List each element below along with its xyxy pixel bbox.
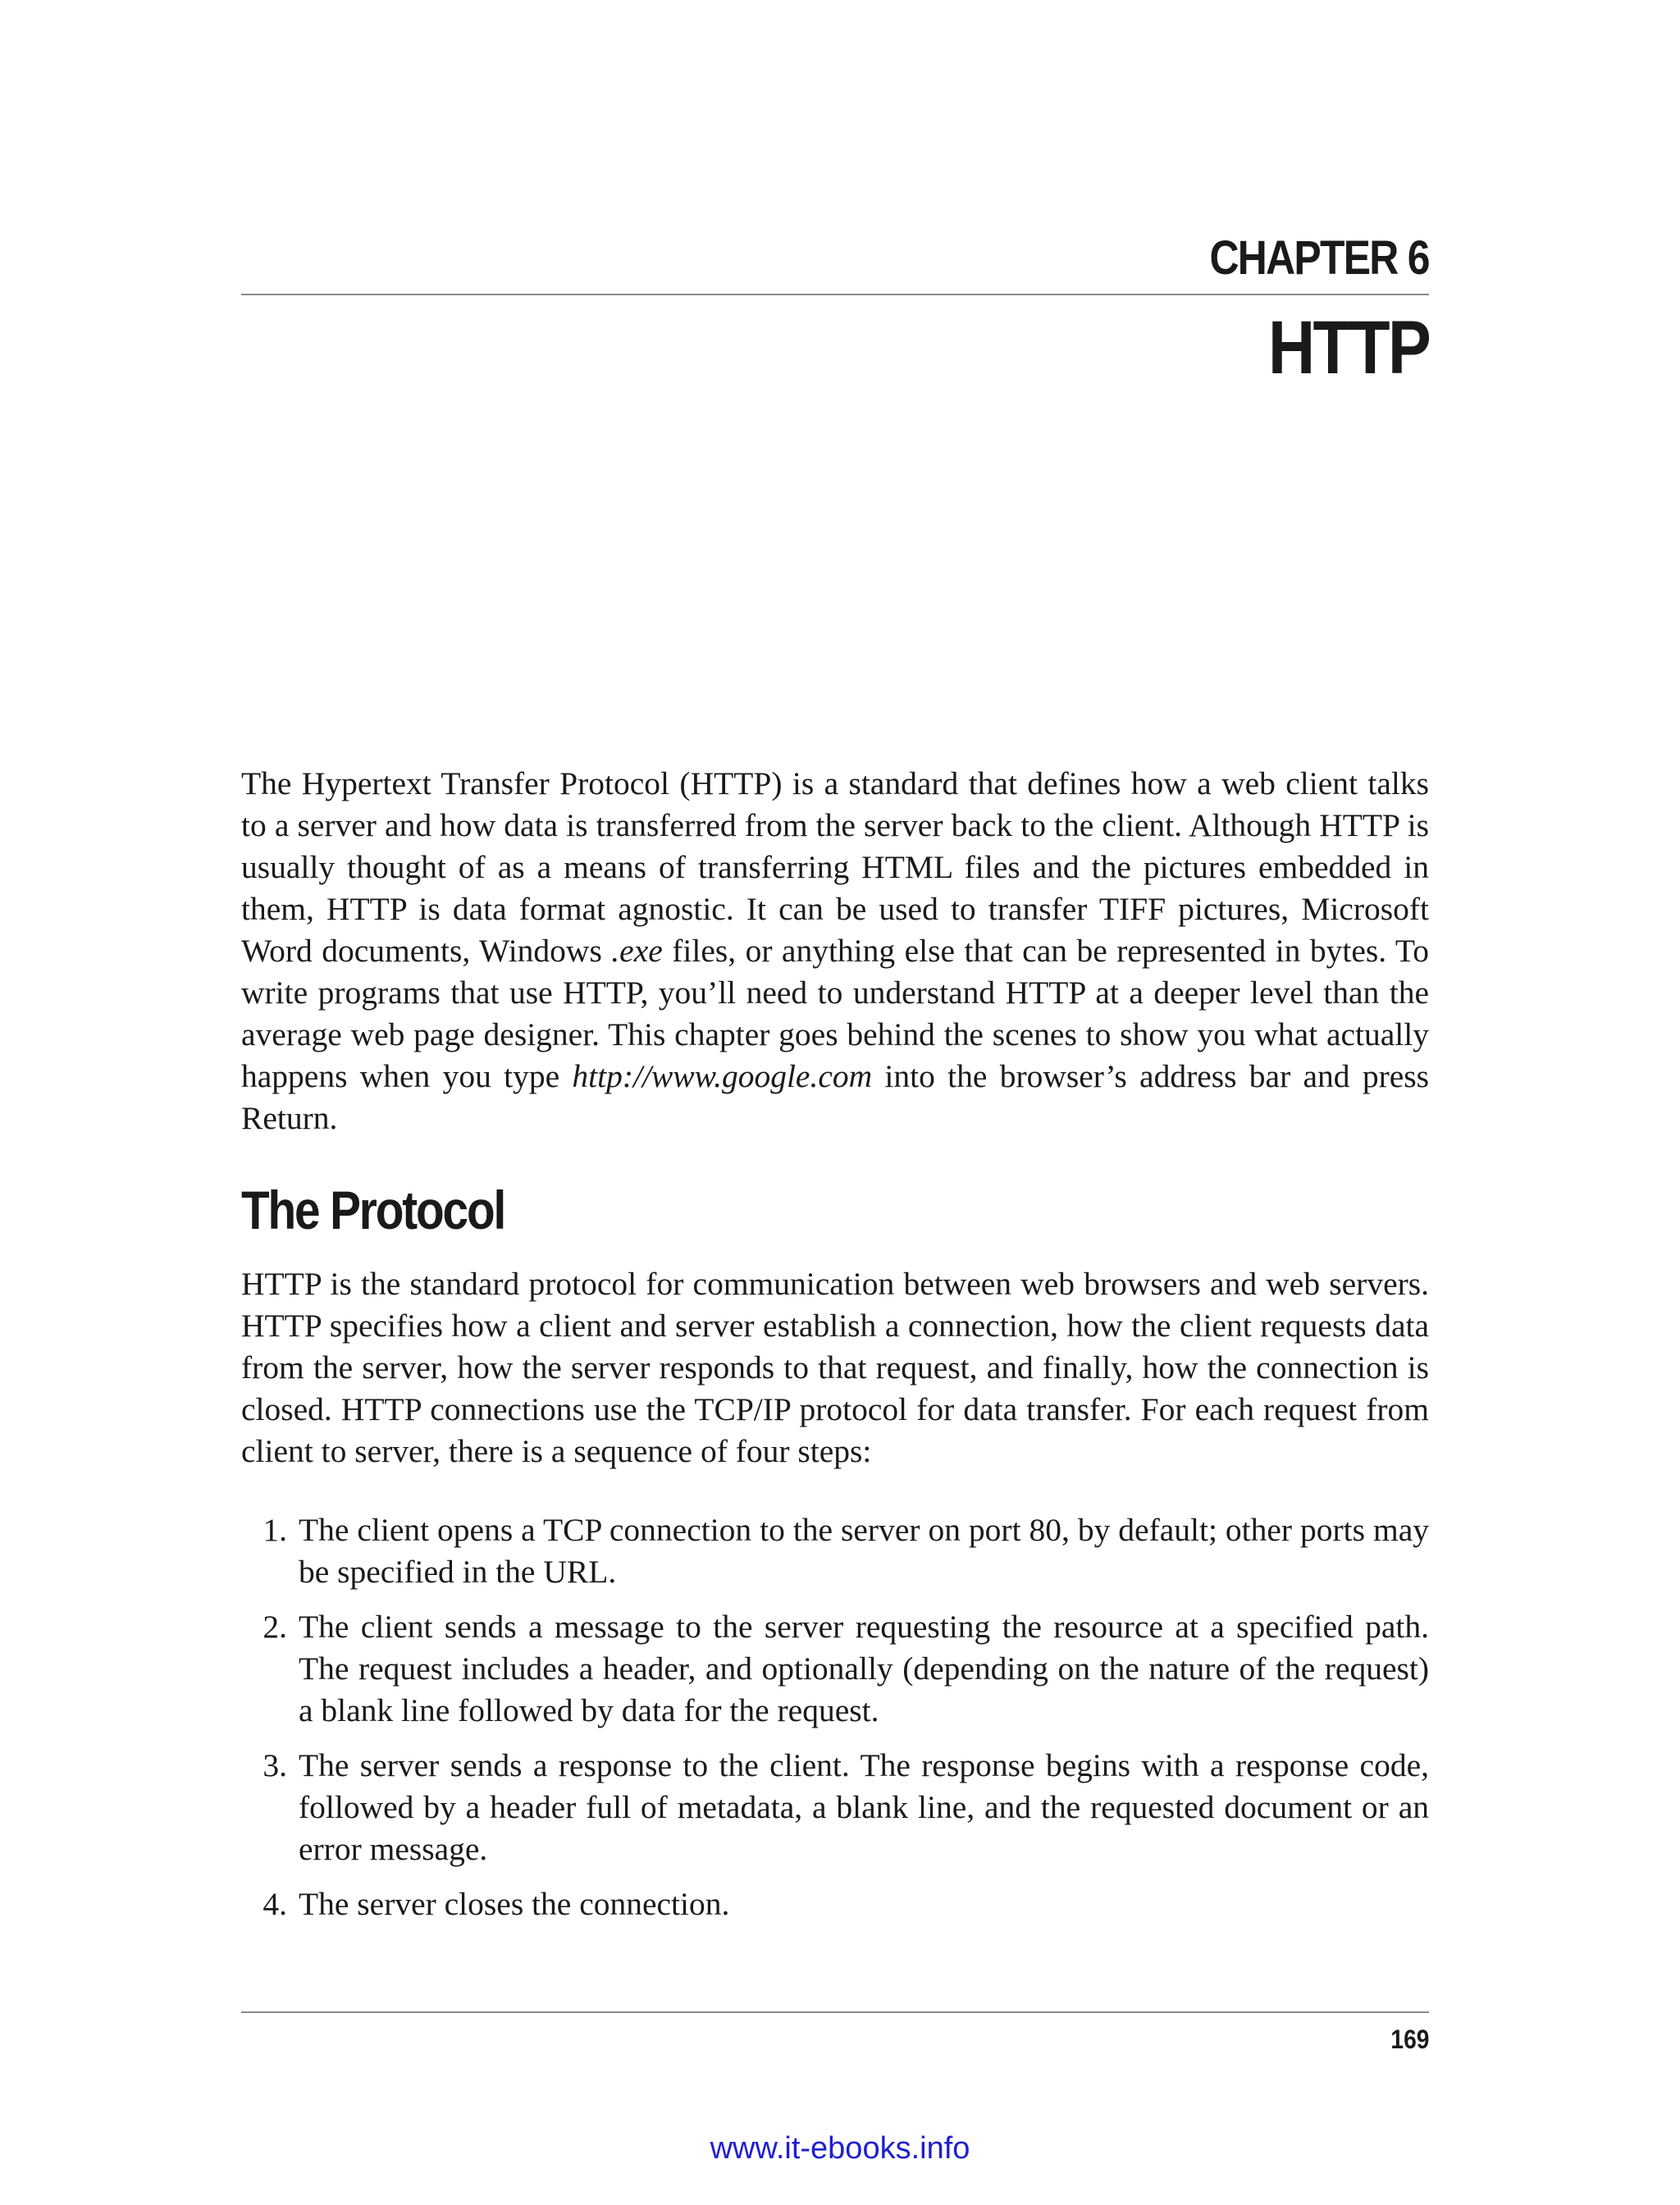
step-number: 3. [262, 1747, 287, 1783]
intro-text-3: into the browser’s address bar and press Return. [241, 1058, 1430, 1136]
list-item [241, 1509, 1429, 1593]
step-text: The server sends a response to the client. The response begins with a response code, followed by a header full of metadata, a blank line, and the requested document or an error message. [299, 1747, 1429, 1867]
page-number: 169 [1390, 2025, 1429, 2054]
intro-paragraph [241, 763, 1429, 1139]
google-url: http://www.google.com [572, 1058, 873, 1094]
steps-list [241, 1509, 1429, 1938]
step-number: 1. [262, 1512, 287, 1548]
list-item [241, 1745, 1429, 1870]
intro-text-1: The Hypertext Transfer Protocol (HTTP) is a standard that defines how a web client talks to a server and how data is transferred from the server back to the client. Although HTTP is usually thought of as a means of transferring HTML files and the pictures embedded in them, HTTP is data format agnostic. It can be used to transfer TIFF pictures, Microsoft Word documents, Windows [241, 765, 1429, 969]
exe-extension: .exe [611, 933, 663, 969]
chapter-label: CHAPTER 6 [1209, 231, 1429, 285]
list-item [241, 1883, 1429, 1925]
watermark-link[interactable]: www.it-ebooks.info [710, 2131, 970, 2166]
footer-divider [241, 2011, 1429, 2013]
step-text: The client opens a TCP connection to the server on port 80, by default; other ports may be specified in the URL. [299, 1512, 1429, 1590]
step-number: 2. [262, 1609, 287, 1645]
protocol-paragraph: HTTP is the standard protocol for communication between web browsers and web servers. HTTP specifies how a client and server establish a connection, how the client requests data from the server, how the server responds to that request, and finally, how the connection is closed. HTTP connections use the TCP/IP protocol for data transfer. For each request from client to server, there is a sequence of four steps: [241, 1266, 1429, 1469]
step-number: 4. [262, 1886, 287, 1922]
step-text: The client sends a message to the server requesting the resource at a specified path. The request includes a header, and optionally (depending on the nature of the request) a blank line followed by data for the request. [299, 1609, 1429, 1728]
intro-text-2: files, or anything else that can be represented in bytes. To write programs that use HTTP, you’ll need to understand HTTP at a deeper level than the average web page designer. This chapter goes behind the scenes to show you what actually happens when you type [241, 933, 1429, 1094]
chapter-divider [241, 294, 1429, 295]
section-heading: The Protocol [241, 1180, 505, 1240]
chapter-title: HTTP [1267, 306, 1429, 390]
list-item [241, 1606, 1429, 1732]
step-text: The server closes the connection. [299, 1886, 730, 1922]
